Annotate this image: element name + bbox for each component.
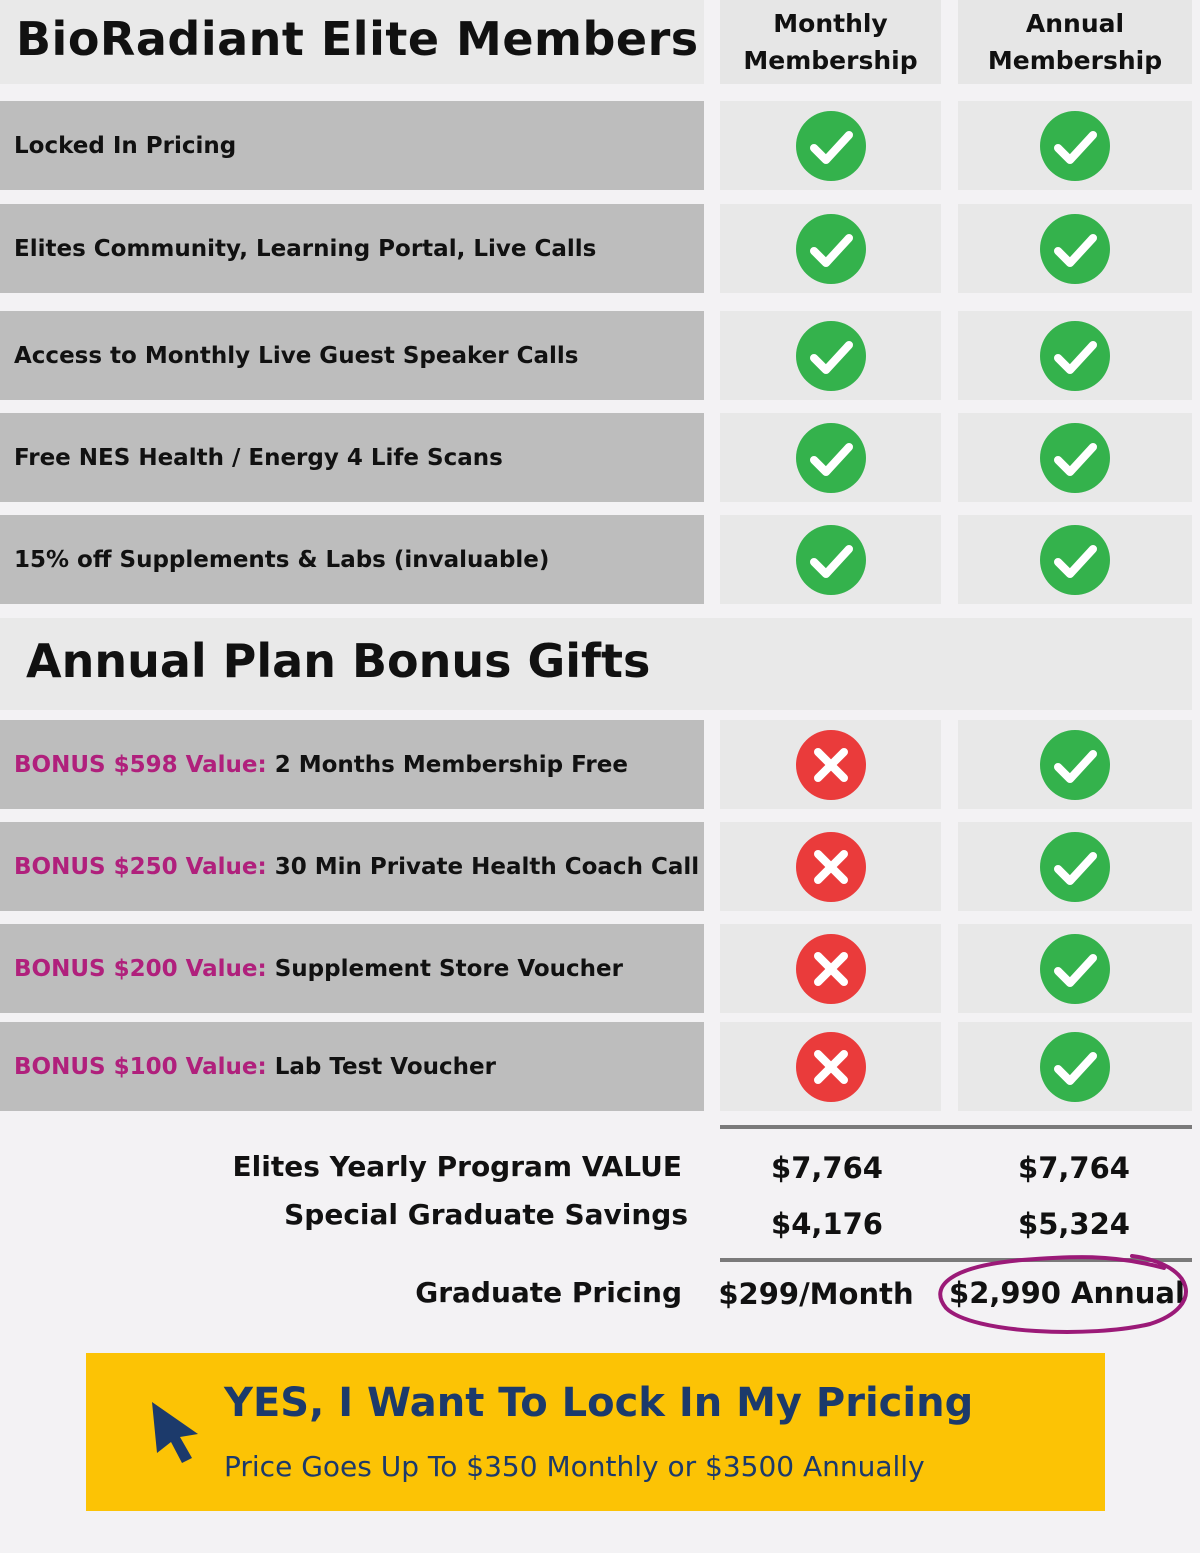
check-icon <box>1040 214 1110 284</box>
x-icon <box>796 832 866 902</box>
feature-label: Access to Monthly Live Guest Speaker Calls <box>14 342 579 369</box>
feature-row-5-monthly-cell <box>720 515 941 604</box>
graduate-savings-label: Special Graduate Savings <box>284 1198 688 1231</box>
annual-price: $2,990 Annual <box>949 1276 1185 1310</box>
annual-yearly-value: $7,764 <box>1018 1151 1130 1185</box>
bonus-value-tag: BONUS $598 Value: <box>14 751 267 778</box>
column-header-monthly-line2: Membership <box>743 46 918 75</box>
check-icon <box>1040 832 1110 902</box>
feature-label: Locked In Pricing <box>14 132 237 159</box>
bonus-row-3-label-cell <box>0 924 704 1013</box>
feature-row-5-annual-cell <box>958 515 1192 604</box>
yearly-value-label: Elites Yearly Program VALUE <box>232 1150 682 1183</box>
feature-row-1-label-cell <box>0 101 704 190</box>
column-header-annual-line2: Membership <box>987 46 1163 75</box>
summary-top-divider <box>720 1125 1192 1129</box>
check-icon <box>1040 525 1110 595</box>
feature-row-2-annual-cell <box>958 204 1192 293</box>
bonus-section-title: Annual Plan Bonus Gifts <box>26 634 651 688</box>
feature-row-5-label-cell <box>0 515 704 604</box>
check-icon <box>1040 934 1110 1004</box>
bonus-row-2-label-cell <box>0 822 704 911</box>
x-icon <box>796 1032 866 1102</box>
column-header-annual-line1: Annual <box>1025 8 1125 38</box>
check-icon <box>796 321 866 391</box>
x-icon <box>796 934 866 1004</box>
bonus-row-4-monthly-cell <box>720 1022 941 1111</box>
check-icon <box>796 111 866 181</box>
bonus-label: 30 Min Private Health Coach Call <box>274 853 700 880</box>
bonus-row-3-annual-cell <box>958 924 1192 1013</box>
bonus-label: 2 Months Membership Free <box>274 751 628 778</box>
x-icon <box>796 730 866 800</box>
page-title: BioRadiant Elite Members <box>16 12 699 66</box>
bonus-row-2-monthly-cell <box>720 822 941 911</box>
feature-row-3-monthly-cell <box>720 311 941 400</box>
column-header-annual <box>958 0 1192 84</box>
annual-price-highlight-ring <box>932 1246 1198 1334</box>
bonus-row-1-label-cell <box>0 720 704 809</box>
bonus-row-4-label-cell <box>0 1022 704 1111</box>
check-icon <box>1040 321 1110 391</box>
cta-subtext: Price Goes Up To $350 Monthly or $3500 Annually <box>224 1450 925 1483</box>
feature-row-4-monthly-cell <box>720 413 941 502</box>
feature-label: Free NES Health / Energy 4 Life Scans <box>14 444 503 471</box>
feature-row-3-label-cell <box>0 311 704 400</box>
graduate-pricing-label: Graduate Pricing <box>415 1276 682 1309</box>
monthly-price: $299/Month <box>718 1277 914 1311</box>
check-icon <box>796 525 866 595</box>
monthly-yearly-value: $7,764 <box>771 1151 883 1185</box>
bonus-row-1-annual-cell <box>958 720 1192 809</box>
check-icon <box>1040 423 1110 493</box>
column-header-monthly-line1: Monthly <box>773 8 888 38</box>
check-icon <box>1040 730 1110 800</box>
bonus-value-tag: BONUS $250 Value: <box>14 853 267 880</box>
bonus-row-1-monthly-cell <box>720 720 941 809</box>
bonus-label: Supplement Store Voucher <box>274 955 624 982</box>
bonus-value-tag: BONUS $100 Value: <box>14 1053 267 1080</box>
check-icon <box>796 214 866 284</box>
feature-label: Elites Community, Learning Portal, Live Calls <box>14 235 597 262</box>
feature-row-1-annual-cell <box>958 101 1192 190</box>
lock-in-pricing-button[interactable] <box>86 1353 1105 1511</box>
bonus-value-tag: BONUS $200 Value: <box>14 955 267 982</box>
bonus-label: Lab Test Voucher <box>274 1053 496 1080</box>
feature-row-2-label-cell <box>0 204 704 293</box>
cta-headline: YES, I Want To Lock In My Pricing <box>224 1380 974 1426</box>
feature-row-4-label-cell <box>0 413 704 502</box>
annual-savings-value: $5,324 <box>1018 1207 1130 1241</box>
feature-label: 15% off Supplements & Labs (invaluable) <box>14 546 550 573</box>
bonus-row-2-annual-cell <box>958 822 1192 911</box>
feature-row-3-annual-cell <box>958 311 1192 400</box>
cursor-arrow-icon <box>148 1398 204 1466</box>
check-icon <box>796 423 866 493</box>
check-icon <box>1040 1032 1110 1102</box>
bonus-row-3-monthly-cell <box>720 924 941 1013</box>
feature-row-4-annual-cell <box>958 413 1192 502</box>
check-icon <box>1040 111 1110 181</box>
feature-row-1-monthly-cell <box>720 101 941 190</box>
column-header-monthly <box>720 0 941 84</box>
monthly-savings-value: $4,176 <box>771 1207 883 1241</box>
bonus-row-4-annual-cell <box>958 1022 1192 1111</box>
feature-row-2-monthly-cell <box>720 204 941 293</box>
